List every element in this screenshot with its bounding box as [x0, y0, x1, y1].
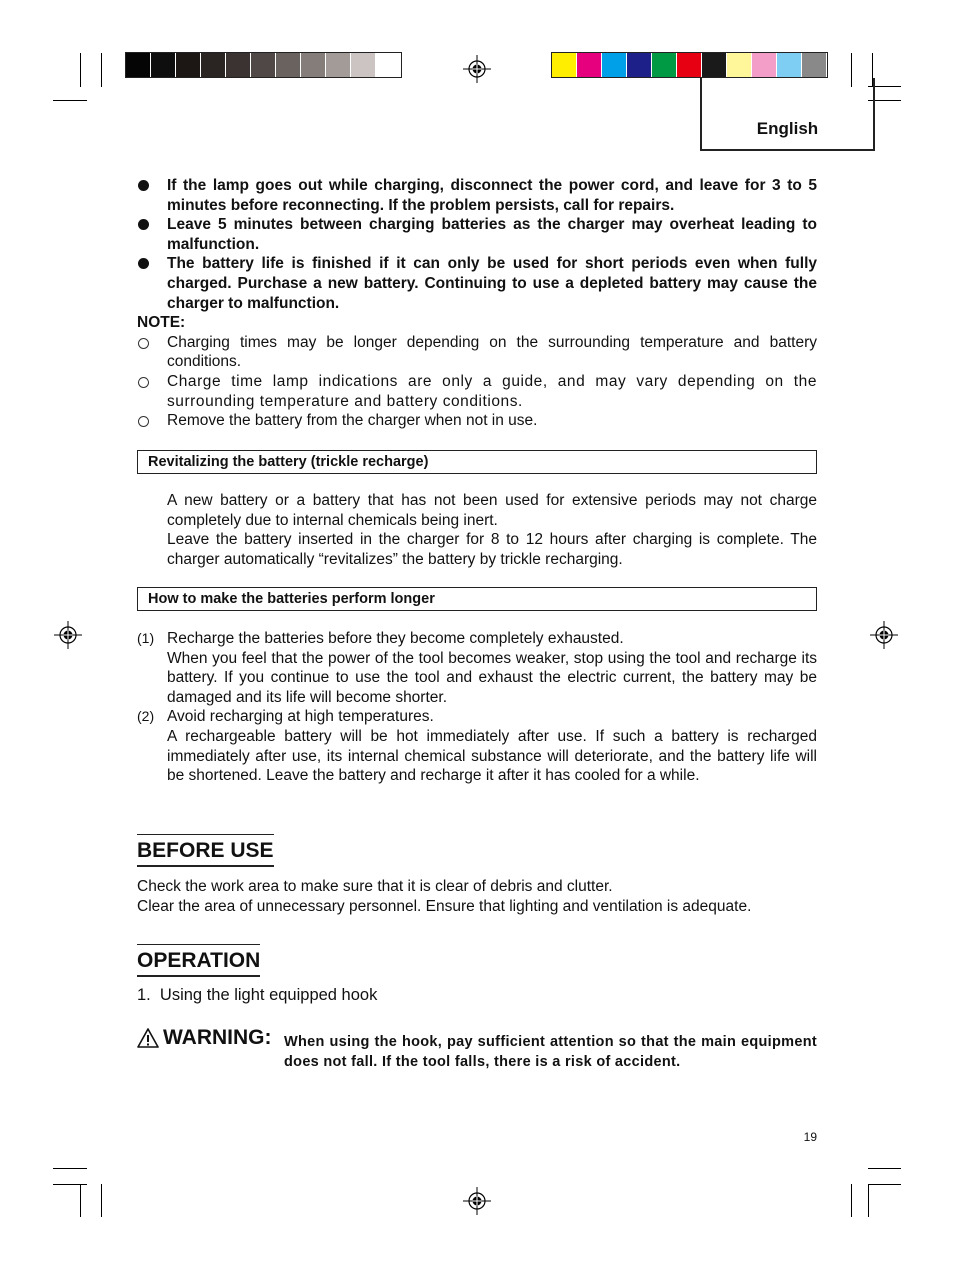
- list-item: [137, 707, 817, 785]
- operation-step: 1. Using the light equipped hook: [137, 986, 378, 1004]
- warning-label: WARNING:: [163, 1026, 272, 1049]
- warning-list: [137, 176, 817, 431]
- color-swatch: [552, 53, 576, 77]
- list-item: [137, 629, 817, 707]
- color-swatch: [802, 53, 826, 77]
- page-number: 19: [803, 1130, 817, 1144]
- color-swatch: [326, 53, 350, 77]
- item-number: (2): [137, 708, 155, 725]
- list-item: [137, 254, 817, 313]
- paragraph: Clear the area of unnecessary personnel. Ensure that lighting and ventilation is adequate.: [137, 897, 752, 915]
- section-title: OPERATION: [137, 944, 260, 977]
- crop-mark: [101, 1184, 102, 1217]
- language-label: English: [756, 119, 819, 138]
- color-swatch: [627, 53, 651, 77]
- crop-mark: [80, 53, 81, 87]
- crop-mark: [868, 1168, 901, 1169]
- color-swatch: [201, 53, 225, 77]
- circle-bullet-icon: [138, 377, 149, 388]
- color-swatch: [376, 53, 400, 77]
- bullet-icon: [138, 219, 149, 230]
- list-item: [137, 333, 817, 372]
- bullet-icon: [138, 180, 149, 191]
- registration-mark-icon: [870, 621, 898, 649]
- list-item-text: The battery life is finished if it can only be used for short periods even when fully charged. Purchase a new battery. Continuing to use a depleted battery may cause the charger to malfunction.: [167, 255, 817, 312]
- color-swatch: [652, 53, 676, 77]
- gray-scale-bar: [125, 52, 402, 78]
- color-swatch: [702, 53, 726, 77]
- color-swatch: [176, 53, 200, 77]
- list-item-text: If the lamp goes out while charging, disconnect the power cord, and leave for 3 to 5 minutes before reconnecting. If the problem persists, call for repairs.: [167, 177, 817, 214]
- color-swatch: [301, 53, 325, 77]
- list-item: [137, 176, 817, 215]
- item-body: When you feel that the power of the tool becomes weaker, stop using the tool and recharge its battery. If you continue to use the tool and exhaust the electric current, the battery may be damaged and its life will become shorter.: [167, 649, 817, 706]
- circle-bullet-icon: [138, 338, 149, 349]
- color-swatch: [777, 53, 801, 77]
- color-swatch: [727, 53, 751, 77]
- crop-mark: [851, 1184, 852, 1217]
- warning-text: When using the hook, pay sufficient attention so that the main equipment does not fall. If the tool falls, there is a risk of accident.: [284, 1034, 817, 1070]
- crop-mark: [868, 1184, 869, 1217]
- note-label: NOTE:: [137, 314, 186, 332]
- circle-bullet-icon: [138, 416, 149, 427]
- crop-mark: [53, 100, 87, 101]
- section-heading: How to make the batteries perform longer: [137, 587, 817, 611]
- warning-heading: [137, 1026, 272, 1050]
- list-item-text: Charging times may be longer depending on the surrounding temperature and battery conditions.: [167, 333, 817, 371]
- color-swatch: [602, 53, 626, 77]
- crop-mark: [80, 1184, 81, 1217]
- revitalizing-text: [137, 491, 817, 569]
- list-item: [137, 215, 817, 254]
- longer-list: [137, 629, 817, 786]
- color-bar: [551, 52, 828, 78]
- warning-triangle-icon: [137, 1028, 159, 1048]
- crop-mark: [868, 1184, 901, 1185]
- item-title: Recharge the batteries before they become completely exhausted.: [167, 630, 624, 647]
- registration-mark-icon: [54, 621, 82, 649]
- registration-mark-icon: [463, 55, 491, 83]
- list-item-text: Leave 5 minutes between charging batteries as the charger may overheat leading to malfunction.: [167, 216, 817, 253]
- item-title: Avoid recharging at high temperatures.: [167, 708, 434, 726]
- section-heading: Revitalizing the battery (trickle recharge): [137, 450, 817, 474]
- color-swatch: [251, 53, 275, 77]
- color-swatch: [677, 53, 701, 77]
- color-swatch: [351, 53, 375, 77]
- list-item: [137, 411, 817, 431]
- color-swatch: [577, 53, 601, 77]
- paragraph: A new battery or a battery that has not been used for extensive periods may not charge completely due to internal chemicals being inert.: [167, 492, 817, 529]
- color-swatch: [226, 53, 250, 77]
- list-item-text: Remove the battery from the charger when not in use.: [167, 412, 538, 430]
- color-swatch: [126, 53, 150, 77]
- paragraph: Check the work area to make sure that it is clear of debris and clutter.: [137, 878, 613, 895]
- before-use-text: [137, 877, 817, 916]
- item-body: A rechargeable battery will be hot immediately after use. If such a battery is recharged immediately after use, its internal chemical substance will deteriorate, and the battery life will be shortened. Leave the battery and recharge it after it has cooled for a while.: [167, 727, 817, 785]
- bullet-icon: [138, 258, 149, 269]
- color-swatch: [151, 53, 175, 77]
- list-item-text: Charge time lamp indications are only a guide, and may vary depending on the surrounding temperature and battery conditions.: [167, 372, 817, 410]
- crop-mark: [53, 1184, 87, 1185]
- paragraph: Leave the battery inserted in the charger for 8 to 12 hours after charging is complete. The charger automatically “revitalizes” the battery by trickle recharging.: [167, 531, 817, 568]
- crop-mark: [101, 53, 102, 87]
- section-title: BEFORE USE: [137, 834, 274, 867]
- list-item: [137, 372, 817, 411]
- registration-mark-icon: [463, 1187, 491, 1215]
- item-number: (1): [137, 630, 155, 646]
- crop-mark: [53, 1168, 87, 1169]
- color-swatch: [752, 53, 776, 77]
- language-tab: [700, 78, 875, 151]
- color-swatch: [276, 53, 300, 77]
